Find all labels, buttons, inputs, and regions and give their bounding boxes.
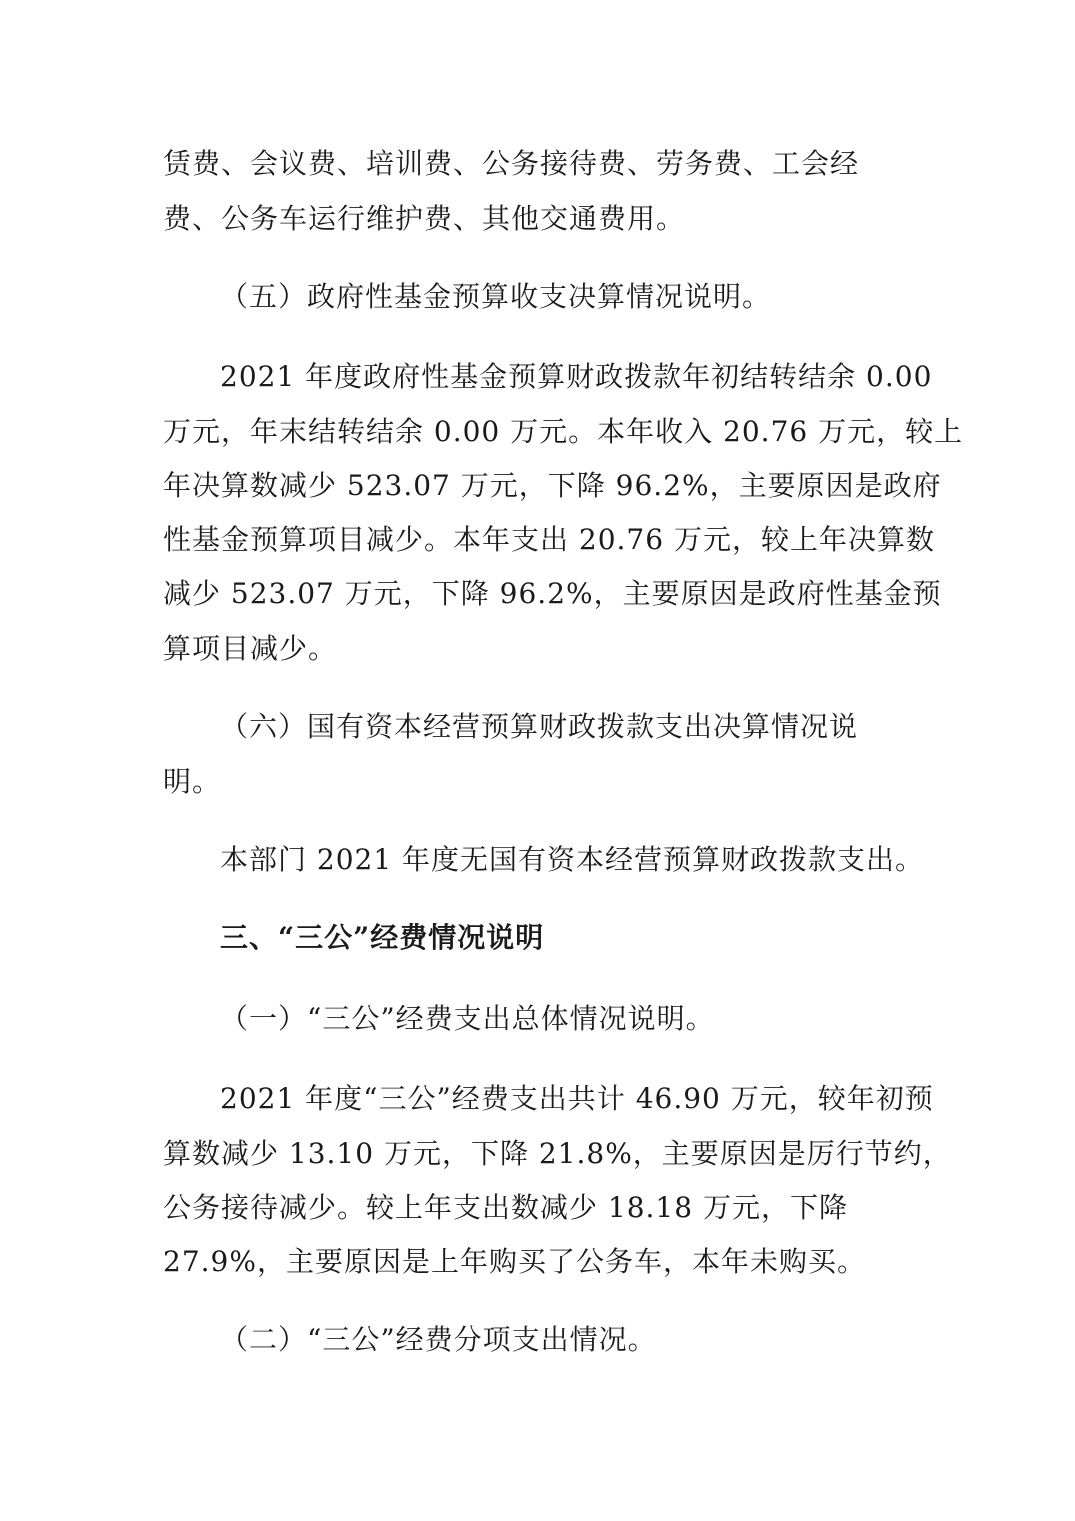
body-text-line: 性基金预算项目减少。本年支出 20.76 万元，较上年决算数 — [163, 523, 935, 556]
section-heading: （六）国有资本经营预算财政拨款支出决算情况说 — [220, 710, 859, 743]
section-heading: （一）“三公”经费支出总体情况说明。 — [220, 1002, 715, 1035]
body-text-line: 费、公务车运行维护费、其他交通费用。 — [163, 202, 686, 235]
section-heading: （五）政府性基金预算收支决算情况说明。 — [220, 280, 772, 313]
body-text-line: 2021 年度“三公”经费支出共计 46.90 万元，较年初预 — [220, 1082, 934, 1115]
body-text-line: 本部门 2021 年度无国有资本经营预算财政拨款支出。 — [220, 843, 925, 876]
body-text-line: 27.9%，主要原因是上年购买了公务车，本年未购买。 — [163, 1245, 866, 1278]
body-text-line: 算数减少 13.10 万元，下降 21.8%，主要原因是厉行节约， — [163, 1137, 952, 1170]
body-text-line: 2021 年度政府性基金预算财政拨款年初结转结余 0.00 — [220, 360, 933, 393]
section-heading: （二）“三公”经费分项支出情况。 — [220, 1323, 657, 1356]
body-text-line: 年决算数减少 523.07 万元，下降 96.2%，主要原因是政府 — [163, 469, 942, 502]
section-heading-continued: 明。 — [163, 765, 222, 798]
body-text-line: 算项目减少。 — [163, 632, 338, 665]
body-text-line: 公务接待减少。较上年支出数减少 18.18 万元，下降 — [163, 1191, 848, 1224]
body-text-line: 赁费、会议费、培训费、公务接待费、劳务费、工会经 — [163, 147, 860, 180]
body-text-line: 减少 523.07 万元，下降 96.2%，主要原因是政府性基金预 — [163, 577, 942, 610]
body-text-line: 万元，年末结转结余 0.00 万元。本年收入 20.76 万元，较上 — [163, 415, 964, 448]
chapter-heading: 三、“三公”经费情况说明 — [220, 921, 545, 954]
